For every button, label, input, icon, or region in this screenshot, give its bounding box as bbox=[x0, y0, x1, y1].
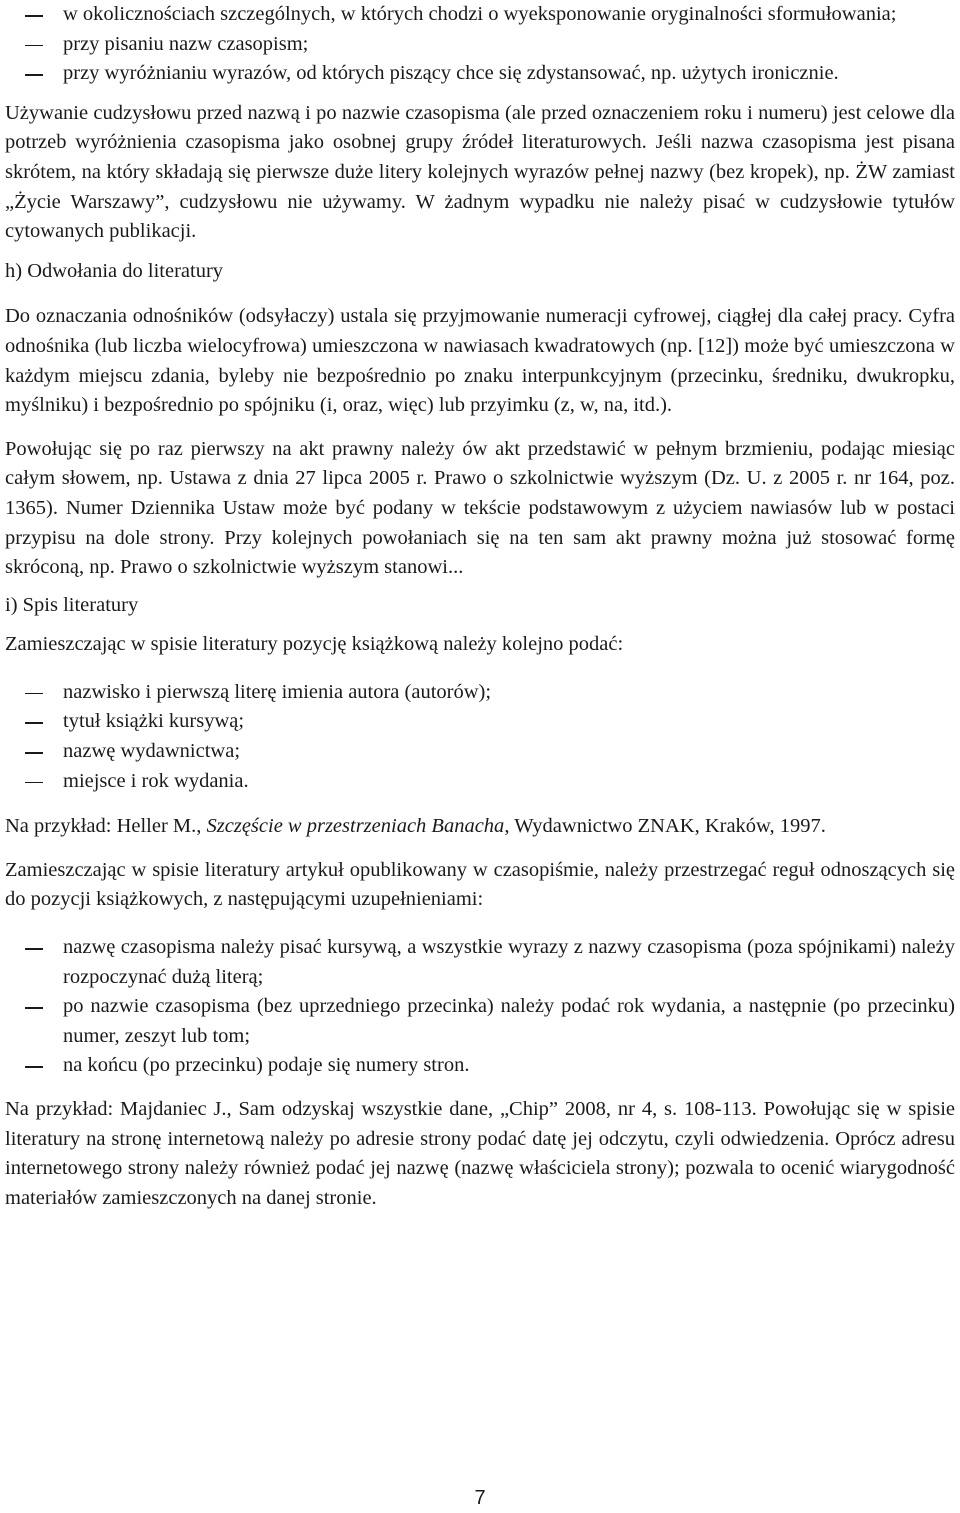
dash-icon bbox=[25, 15, 43, 17]
list-item bbox=[5, 767, 955, 797]
example-book-suffix: , Wydawnictwo ZNAK, Kraków, 1997. bbox=[504, 815, 826, 838]
list-item-text: nazwę wydawnictwa; bbox=[63, 740, 241, 763]
list-item-text: przy wyróżnianiu wyrazów, od których piszący chce się zdystansować, np. użytych ironicznie. bbox=[63, 62, 839, 85]
paragraph-odnosniki: Do oznaczania odnośników (odsyłaczy) ustala się przyjmowanie numeracji cyfrowej, ciągłej dla całej pracy. Cyfra odnośnika (lub liczba wielocyfrowa) umieszczona w nawiasach kwadratowych (np. [12]) może być umieszczona w każdym miejscu zdania, byleby nie bezpośrednio po znaku interpunkcyjnym (przecinku, średniku, dwukropku, myślniku) i bezpośrednio po spójniku (i, oraz, więc) lub przyimku (z, w, na, itd.). bbox=[5, 305, 955, 417]
list-item bbox=[5, 707, 955, 737]
list-item-text: nazwę czasopisma należy pisać kursywą, a wszystkie wyrazy z nazwy czasopisma (poza spójnikami) należy rozpoczynać dużą literą; bbox=[63, 936, 955, 988]
list-item-text: nazwisko i pierwszą literę imienia autora (autorów); bbox=[63, 680, 492, 703]
example-book-prefix: Na przykład: Heller M., bbox=[5, 815, 207, 838]
list-item-text: przy pisaniu nazw czasopism; bbox=[63, 32, 309, 55]
list-item-text: tytuł książki kursywą; bbox=[63, 710, 245, 733]
list-item bbox=[5, 30, 955, 60]
page-number: 7 bbox=[474, 1487, 486, 1509]
list-item bbox=[5, 0, 955, 30]
dash-icon bbox=[25, 948, 43, 950]
dash-icon bbox=[25, 74, 43, 76]
list-item bbox=[5, 678, 955, 708]
bullet-list-artykul bbox=[5, 933, 955, 1081]
dash-icon bbox=[25, 752, 43, 754]
dash-icon bbox=[25, 1066, 43, 1068]
list-item bbox=[5, 59, 955, 89]
paragraph-ksiazka-intro: Zamieszczając w spisie literatury pozycję książkową należy kolejno podać: bbox=[5, 633, 624, 656]
list-item-text: po nazwie czasopisma (bez uprzedniego przecinka) należy podać rok wydania, a następnie (po przecinku) numer, zeszyt lub tom; bbox=[63, 995, 955, 1047]
list-item-text: na końcu (po przecinku) podaje się numery stron. bbox=[63, 1054, 470, 1077]
section-heading-i: i) Spis literatury bbox=[5, 593, 139, 616]
list-item bbox=[5, 992, 955, 1051]
paragraph-akt-prawny: Powołując się po raz pierwszy na akt prawny należy ów akt przedstawić w pełnym brzmieniu, podając miesiąc całym słowem, np. Ustawa z dnia 27 lipca 2005 r. Prawo o szkolnictwie wyższym (Dz. U. z 2005 r. nr 164, poz. 1365). Numer Dziennika Ustaw może być podany w tekście podstawowym z użyciem nawiasów lub w postaci przypisu na dole strony. Przy kolejnych powołaniach się na ten sam akt prawny można już stosować formę skróconą, np. Prawo o szkolnictwie wyższym stanowi... bbox=[5, 437, 955, 579]
bullet-list-top bbox=[5, 0, 955, 89]
example-book bbox=[5, 812, 955, 842]
dash-icon bbox=[25, 45, 43, 47]
paragraph-cudzyslow: Używanie cudzysłowu przed nazwą i po nazwie czasopisma (ale przed oznaczeniem roku i numeru) jest celowe dla potrzeb wyróżnienia czasopisma jako osobnej grupy źródeł literaturowych. Jeśli nazwa czasopisma jest pisana skrótem, na który składają się pierwsze duże litery kolejnych wyrazów pełnej nazwy (bez kropek), np. ŻW zamiast „Życie Warszawy”, cudzysłowu nie używamy. W żadnym wypadku nie należy pisać w cudzysłowie tytułów cytowanych publikacji. bbox=[5, 101, 955, 243]
list-item bbox=[5, 737, 955, 767]
list-item bbox=[5, 933, 955, 992]
dash-icon bbox=[25, 1007, 43, 1009]
list-item-text: w okolicznościach szczególnych, w których chodzi o wyeksponowanie oryginalności sformułowania; bbox=[63, 3, 897, 25]
section-heading-h: h) Odwołania do literatury bbox=[5, 259, 224, 282]
document-page bbox=[5, 0, 955, 1213]
dash-icon bbox=[25, 693, 43, 695]
bullet-list-ksiazka bbox=[5, 678, 955, 796]
list-item bbox=[5, 1051, 955, 1081]
example-book-title: Szczęście w przestrzeniach Banacha bbox=[206, 815, 505, 838]
paragraph-example-article: Na przykład: Majdaniec J., Sam odzyskaj wszystkie dane, „Chip” 2008, nr 4, s. 108-113. Powołując się w spisie literatury na stronę internetową należy po adresie strony podać datę jej odczytu, czyli odwiedzenia. Oprócz adresu internetowego strony należy również podać jej nazwę (nazwę właściciela strony); pozwala to ocenić wiarygodność materiałów zamieszczonych na danej stronie. bbox=[5, 1098, 955, 1209]
dash-icon bbox=[25, 722, 43, 724]
paragraph-artykul-intro: Zamieszczając w spisie literatury artykuł opublikowany w czasopiśmie, należy przestrzegać reguł odnoszących się do pozycji książkowych, z następującymi uzupełnieniami: bbox=[5, 858, 955, 911]
list-item-text: miejsce i rok wydania. bbox=[63, 769, 249, 792]
dash-icon bbox=[25, 782, 43, 784]
